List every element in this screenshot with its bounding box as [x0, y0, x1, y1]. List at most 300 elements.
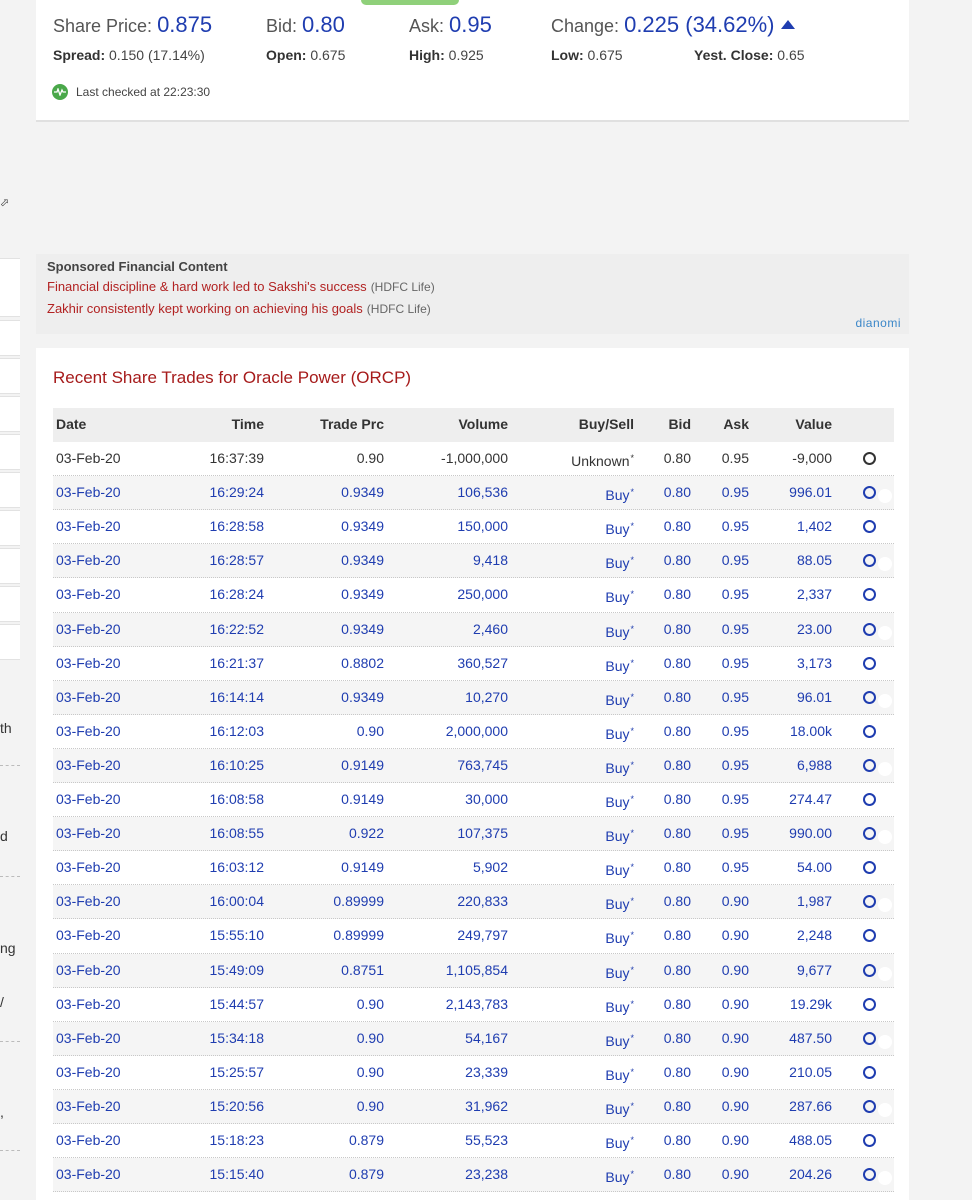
cell-value-text: 287.66 — [789, 1097, 832, 1114]
cell-value-text: 204.26 — [789, 1166, 832, 1183]
bid-price — [266, 12, 345, 38]
cell-bid-text: 0.80 — [663, 620, 691, 637]
cell-bid-text: 0.80 — [663, 791, 691, 808]
sponsored-heading: Sponsored Financial Content — [47, 259, 228, 274]
cell-buy-sell-text: Buy — [605, 623, 630, 640]
trade-type-marker: * — [630, 589, 634, 600]
circle-icon[interactable] — [863, 861, 876, 874]
cell-value — [797, 613, 832, 646]
cell-time — [210, 1124, 265, 1157]
sidebar-box[interactable] — [0, 624, 20, 660]
cell-buy-sell — [605, 1124, 634, 1160]
cell-time — [210, 954, 265, 987]
table-row[interactable] — [53, 1022, 894, 1056]
circle-icon[interactable] — [863, 998, 876, 1011]
circle-icon[interactable] — [863, 1168, 876, 1181]
table-row[interactable] — [53, 544, 894, 578]
cell-value — [789, 1124, 832, 1157]
cell-trade-price — [341, 851, 384, 884]
info-icon[interactable] — [878, 898, 892, 912]
cell-ask-text: 0.95 — [721, 825, 749, 842]
info-icon[interactable] — [878, 626, 892, 640]
cell-trade-price — [341, 578, 384, 611]
table-row[interactable] — [53, 1056, 894, 1090]
row-actions — [863, 954, 892, 987]
cell-volume — [465, 1022, 508, 1055]
info-icon[interactable] — [878, 557, 892, 571]
cell-trade-price-text: 0.9149 — [341, 791, 384, 808]
circle-icon[interactable] — [863, 554, 876, 567]
cell-value-text: 2,248 — [796, 927, 832, 944]
cell-value — [797, 885, 832, 918]
cell-buy-sell-text: Buy — [605, 998, 630, 1015]
cell-time-text: 15:44:57 — [209, 995, 264, 1012]
circle-icon[interactable] — [863, 486, 876, 499]
cell-bid-text: 0.80 — [663, 450, 691, 467]
info-glyph: i — [882, 489, 888, 503]
cell-time — [210, 510, 265, 543]
circle-icon[interactable] — [863, 657, 876, 670]
cell-trade-price — [333, 919, 384, 952]
col-header-volume[interactable]: Volume — [458, 416, 508, 432]
sponsored-content — [36, 254, 909, 334]
info-icon[interactable] — [878, 1001, 892, 1015]
info-glyph: i — [882, 1102, 888, 1116]
table-row[interactable] — [53, 817, 894, 851]
cell-value — [797, 919, 832, 952]
cell-buy-sell-text: Buy — [605, 896, 630, 913]
low — [551, 47, 623, 63]
open — [266, 47, 345, 63]
cell-bid — [664, 919, 691, 952]
table-row[interactable] — [53, 988, 894, 1022]
sidebar-box[interactable] — [0, 510, 20, 546]
circle-icon[interactable] — [863, 520, 876, 533]
circle-icon[interactable] — [863, 759, 876, 772]
cell-volume-text: 9,418 — [472, 552, 508, 569]
cell-trade-price-text: 0.9349 — [341, 688, 384, 705]
cell-date — [56, 578, 121, 611]
cell-buy-sell-text: Buy — [605, 1169, 630, 1186]
table-row[interactable] — [53, 919, 894, 953]
cell-date — [56, 783, 121, 816]
circle-icon[interactable] — [863, 725, 876, 738]
cell-time — [210, 919, 265, 952]
cell-bid — [664, 1158, 691, 1191]
col-header-date[interactable]: Date — [56, 416, 87, 432]
cell-ask — [722, 544, 749, 577]
cell-bid — [664, 1090, 691, 1123]
circle-icon[interactable] — [863, 1134, 876, 1147]
cell-time-text: 15:25:57 — [209, 1063, 264, 1080]
cell-ask — [722, 476, 749, 509]
cell-volume-text: 2,460 — [472, 620, 508, 637]
cell-buy-sell-text: Buy — [605, 964, 630, 981]
trade-type-marker: * — [630, 964, 634, 975]
cell-buy-sell — [571, 442, 634, 478]
sidebar-box[interactable] — [0, 548, 20, 584]
sponsored-link-text[interactable]: Financial discipline & hard work led to Sakshi's success — [47, 279, 367, 294]
cell-buy-sell — [605, 1158, 634, 1194]
col-header-value[interactable]: Value — [795, 416, 832, 432]
active-tab-indicator[interactable] — [361, 0, 459, 5]
trade-type-marker: * — [630, 896, 634, 907]
info-icon[interactable] — [878, 523, 892, 537]
circle-icon[interactable] — [863, 588, 876, 601]
cell-value-text: 54.00 — [796, 859, 832, 876]
cell-value — [797, 647, 832, 680]
cell-date-text: 03-Feb-20 — [56, 756, 121, 773]
cell-trade-price — [341, 647, 384, 680]
cell-time-text: 16:00:04 — [209, 893, 264, 910]
cell-date — [56, 1124, 121, 1157]
col-header-time[interactable]: Time — [231, 416, 264, 432]
table-row[interactable] — [53, 647, 894, 681]
table-row[interactable] — [53, 954, 894, 988]
table-row[interactable] — [53, 578, 894, 612]
trade-type-marker: * — [630, 998, 634, 1009]
cell-volume-text: 30,000 — [465, 791, 508, 808]
info-icon[interactable] — [878, 967, 892, 981]
col-header-trade-price[interactable]: Trade Prc — [320, 416, 384, 432]
cell-time — [210, 544, 265, 577]
cell-date — [56, 1090, 121, 1123]
cell-date-text: 03-Feb-20 — [56, 791, 121, 808]
cell-volume-text: 150,000 — [457, 518, 508, 535]
cell-buy-sell-text: Buy — [605, 759, 630, 776]
info-icon[interactable] — [878, 728, 892, 742]
cell-volume — [457, 817, 508, 850]
cell-buy-sell — [605, 578, 634, 614]
circle-icon[interactable] — [863, 929, 876, 942]
external-link-icon[interactable]: ⬀ — [0, 197, 10, 209]
cell-date — [56, 817, 121, 850]
col-header-ask[interactable]: Ask — [723, 416, 749, 432]
table-row[interactable] — [53, 1124, 894, 1158]
trade-type-marker: * — [630, 1134, 634, 1145]
cell-buy-sell — [605, 1022, 634, 1058]
circle-icon[interactable] — [863, 964, 876, 977]
cell-ask-text: 0.90 — [721, 995, 749, 1012]
info-glyph: i — [882, 1000, 888, 1014]
cell-trade-price-text: 0.90 — [356, 1029, 384, 1046]
cell-volume-text: 360,527 — [457, 654, 508, 671]
row-actions — [863, 1056, 892, 1089]
cell-bid-text: 0.80 — [663, 893, 691, 910]
cell-ask — [722, 851, 749, 884]
info-icon[interactable] — [878, 864, 892, 878]
cell-time-text: 15:34:18 — [209, 1029, 264, 1046]
trade-type-marker: * — [630, 691, 634, 702]
cell-ask-text: 0.90 — [721, 1097, 749, 1114]
cell-time — [210, 647, 265, 680]
yest-close-label: Yest. Close: — [694, 47, 774, 63]
cell-time-text: 16:12:03 — [209, 722, 264, 739]
sponsored-source: (HDFC Life) — [370, 280, 435, 294]
cell-ask — [722, 1158, 749, 1191]
up-arrow-icon — [781, 20, 795, 29]
sidebar-text-fragment: d — [0, 828, 8, 844]
info-icon[interactable] — [878, 1171, 892, 1185]
sidebar-box[interactable] — [0, 320, 20, 356]
cell-bid — [664, 544, 691, 577]
info-glyph: i — [882, 1068, 888, 1082]
cell-bid — [664, 749, 691, 782]
cell-date — [56, 1056, 121, 1089]
cell-value-text: 488.05 — [789, 1131, 832, 1148]
cell-bid — [664, 578, 691, 611]
cell-bid-text: 0.80 — [663, 825, 691, 842]
cell-buy-sell-text: Buy — [605, 691, 630, 708]
cell-time-text: 16:21:37 — [209, 654, 264, 671]
table-row[interactable] — [53, 885, 894, 919]
cell-date — [56, 510, 121, 543]
circle-icon[interactable] — [863, 1032, 876, 1045]
table-row[interactable] — [53, 749, 894, 783]
row-actions — [863, 715, 892, 748]
cell-value-text: 1,402 — [796, 518, 832, 535]
share-price-value: 0.875 — [157, 12, 213, 37]
sponsored-link[interactable] — [47, 279, 435, 294]
cell-trade-price — [341, 954, 384, 987]
info-icon[interactable] — [878, 1137, 892, 1151]
info-glyph: i — [882, 557, 888, 571]
sidebar-box[interactable] — [0, 434, 20, 470]
cell-bid — [664, 783, 691, 816]
cell-buy-sell — [605, 783, 634, 819]
sidebar-box[interactable] — [0, 258, 20, 317]
cell-bid-text: 0.80 — [663, 859, 691, 876]
info-glyph: i — [882, 591, 888, 605]
cell-time-text: 16:08:58 — [209, 791, 264, 808]
cell-value — [789, 1056, 832, 1089]
info-glyph: i — [882, 659, 888, 673]
info-icon[interactable] — [878, 1035, 892, 1049]
cell-date — [56, 1158, 121, 1191]
cell-trade-price-text: 0.922 — [348, 825, 384, 842]
circle-icon[interactable] — [863, 623, 876, 636]
cell-date — [56, 851, 121, 884]
row-actions — [863, 510, 892, 543]
table-row[interactable] — [53, 510, 894, 544]
info-icon[interactable] — [878, 455, 892, 469]
cell-trade-price-text: 0.90 — [356, 1097, 384, 1114]
cell-date-text: 03-Feb-20 — [56, 518, 121, 535]
sidebar-text-fragment: ng — [0, 940, 16, 956]
cell-trade-price-text: 0.9349 — [341, 518, 384, 535]
info-icon[interactable] — [878, 796, 892, 810]
cell-value — [789, 1090, 832, 1123]
table-row[interactable] — [53, 783, 894, 817]
cell-volume — [465, 1158, 508, 1191]
sponsored-link-text[interactable]: Zakhir consistently kept working on achieving his goals — [47, 301, 363, 316]
info-icon[interactable] — [878, 762, 892, 776]
row-actions — [863, 783, 892, 816]
cell-trade-price-text: 0.879 — [348, 1166, 384, 1183]
cell-bid-text: 0.80 — [663, 552, 691, 569]
table-row[interactable] — [53, 1158, 894, 1192]
info-icon[interactable] — [878, 1069, 892, 1083]
col-header-bid[interactable]: Bid — [668, 416, 691, 432]
cell-volume-text: 220,833 — [457, 893, 508, 910]
dianomi-logo[interactable]: dianomi — [855, 316, 901, 330]
cell-date-text: 03-Feb-20 — [56, 552, 121, 569]
cell-time-text: 15:15:40 — [209, 1166, 264, 1183]
cell-buy-sell — [605, 715, 634, 751]
info-icon[interactable] — [878, 1103, 892, 1117]
trade-type-marker: * — [630, 828, 634, 839]
info-icon[interactable] — [878, 830, 892, 844]
price-change — [551, 12, 795, 38]
sponsored-link[interactable] — [47, 301, 431, 316]
cell-buy-sell — [605, 544, 634, 580]
cell-buy-sell-text: Buy — [605, 930, 630, 947]
cell-time-text: 16:08:55 — [209, 825, 264, 842]
cell-trade-price — [341, 510, 384, 543]
spread-label: Spread: — [53, 47, 106, 63]
cell-bid-text: 0.80 — [663, 1097, 691, 1114]
cell-trade-price-text: 0.8802 — [341, 654, 384, 671]
info-glyph: i — [882, 966, 888, 980]
info-icon[interactable] — [878, 591, 892, 605]
info-glyph: i — [882, 932, 888, 946]
cell-value-text: 18.00k — [789, 722, 832, 739]
left-sidebar-fragment — [0, 0, 20, 1200]
cell-time — [210, 578, 265, 611]
cell-trade-price — [349, 1158, 384, 1191]
cell-trade-price-text: 0.90 — [356, 1063, 384, 1080]
table-row[interactable] — [53, 851, 894, 885]
info-glyph: i — [882, 523, 888, 537]
circle-icon[interactable] — [863, 895, 876, 908]
sidebar-box[interactable] — [0, 396, 20, 432]
cell-date — [56, 647, 121, 680]
table-row[interactable] — [53, 681, 894, 715]
cell-time-text: 15:20:56 — [209, 1097, 264, 1114]
cell-ask-text: 0.95 — [721, 654, 749, 671]
cell-date — [56, 476, 121, 509]
table-row[interactable] — [53, 1090, 894, 1124]
cell-value — [797, 510, 832, 543]
trade-type-marker: * — [630, 1169, 634, 1180]
low-label: Low: — [551, 47, 584, 63]
high-label: High: — [409, 47, 445, 63]
row-actions — [863, 851, 892, 884]
cell-ask — [722, 613, 749, 646]
cell-ask — [722, 1022, 749, 1055]
sidebar-box[interactable] — [0, 472, 20, 508]
info-icon[interactable] — [878, 489, 892, 503]
cell-value — [797, 578, 832, 611]
trade-type-marker: * — [630, 1100, 634, 1111]
sidebar-box[interactable] — [0, 586, 20, 622]
cell-volume-text: 106,536 — [457, 484, 508, 501]
cell-ask-text: 0.95 — [721, 450, 749, 467]
trades-table — [53, 408, 894, 1192]
cell-volume — [457, 749, 508, 782]
cell-bid — [664, 613, 691, 646]
info-glyph: i — [882, 1034, 888, 1048]
cell-bid-text: 0.80 — [663, 722, 691, 739]
table-row[interactable] — [53, 476, 894, 510]
circle-icon[interactable] — [863, 691, 876, 704]
info-icon[interactable] — [878, 932, 892, 946]
cell-volume — [457, 476, 508, 509]
cell-trade-price — [341, 783, 384, 816]
cell-date — [56, 885, 121, 918]
trade-type-marker: * — [630, 1066, 634, 1077]
cell-ask-text: 0.90 — [721, 1063, 749, 1080]
cell-date-text: 03-Feb-20 — [56, 722, 121, 739]
cell-value-text: 990.00 — [789, 825, 832, 842]
col-header-buy-sell[interactable]: Buy/Sell — [578, 416, 634, 432]
table-row[interactable] — [53, 442, 894, 476]
table-row[interactable] — [53, 613, 894, 647]
yest-close-value: 0.65 — [777, 47, 805, 63]
info-glyph: i — [882, 455, 888, 469]
cell-ask — [722, 578, 749, 611]
circle-icon[interactable] — [863, 1066, 876, 1079]
cell-bid — [664, 851, 691, 884]
trade-type-marker: * — [630, 623, 634, 634]
cell-date-text: 03-Feb-20 — [56, 893, 121, 910]
info-glyph: i — [882, 830, 888, 844]
change-label: Change: — [551, 16, 620, 36]
circle-icon[interactable] — [863, 793, 876, 806]
cell-buy-sell — [605, 647, 634, 683]
trade-type-marker: * — [630, 521, 634, 532]
cell-buy-sell-text: Buy — [605, 862, 630, 879]
cell-bid — [664, 681, 691, 714]
cell-bid-text: 0.80 — [663, 688, 691, 705]
circle-icon[interactable] — [863, 1100, 876, 1113]
cell-volume-text: 249,797 — [457, 927, 508, 944]
sidebar-text-fragment: / — [0, 994, 4, 1010]
info-icon[interactable] — [878, 694, 892, 708]
cell-ask-text: 0.95 — [721, 688, 749, 705]
cell-buy-sell-text: Buy — [605, 794, 630, 811]
cell-value — [789, 1158, 832, 1191]
cell-ask-text: 0.90 — [721, 1029, 749, 1046]
cell-ask-text: 0.95 — [721, 518, 749, 535]
cell-volume-text: 10,270 — [465, 688, 508, 705]
cell-ask-text: 0.90 — [721, 1131, 749, 1148]
cell-value-text: 3,173 — [796, 654, 832, 671]
cell-date-text: 03-Feb-20 — [56, 1063, 121, 1080]
circle-icon[interactable] — [863, 827, 876, 840]
cell-value-text: 2,337 — [796, 586, 832, 603]
cell-bid-text: 0.80 — [663, 995, 691, 1012]
cell-bid — [664, 1056, 691, 1089]
cell-volume-text: 2,000,000 — [445, 722, 508, 739]
cell-value — [789, 476, 832, 509]
cell-time-text: 16:29:24 — [209, 484, 264, 501]
spread — [53, 47, 205, 63]
cell-ask-text: 0.90 — [721, 893, 749, 910]
cell-volume — [465, 1090, 508, 1123]
row-actions — [863, 1124, 892, 1157]
circle-icon[interactable] — [863, 452, 876, 465]
info-icon[interactable] — [878, 660, 892, 674]
last-checked-text: Last checked at 22:23:30 — [76, 85, 211, 99]
cell-trade-price — [349, 1124, 384, 1157]
table-row[interactable] — [53, 715, 894, 749]
sidebar-box[interactable] — [0, 358, 20, 394]
cell-bid-text: 0.80 — [663, 484, 691, 501]
cell-bid-text: 0.80 — [663, 1131, 691, 1148]
cell-bid — [664, 442, 691, 475]
cell-value-text: 23.00 — [796, 620, 832, 637]
